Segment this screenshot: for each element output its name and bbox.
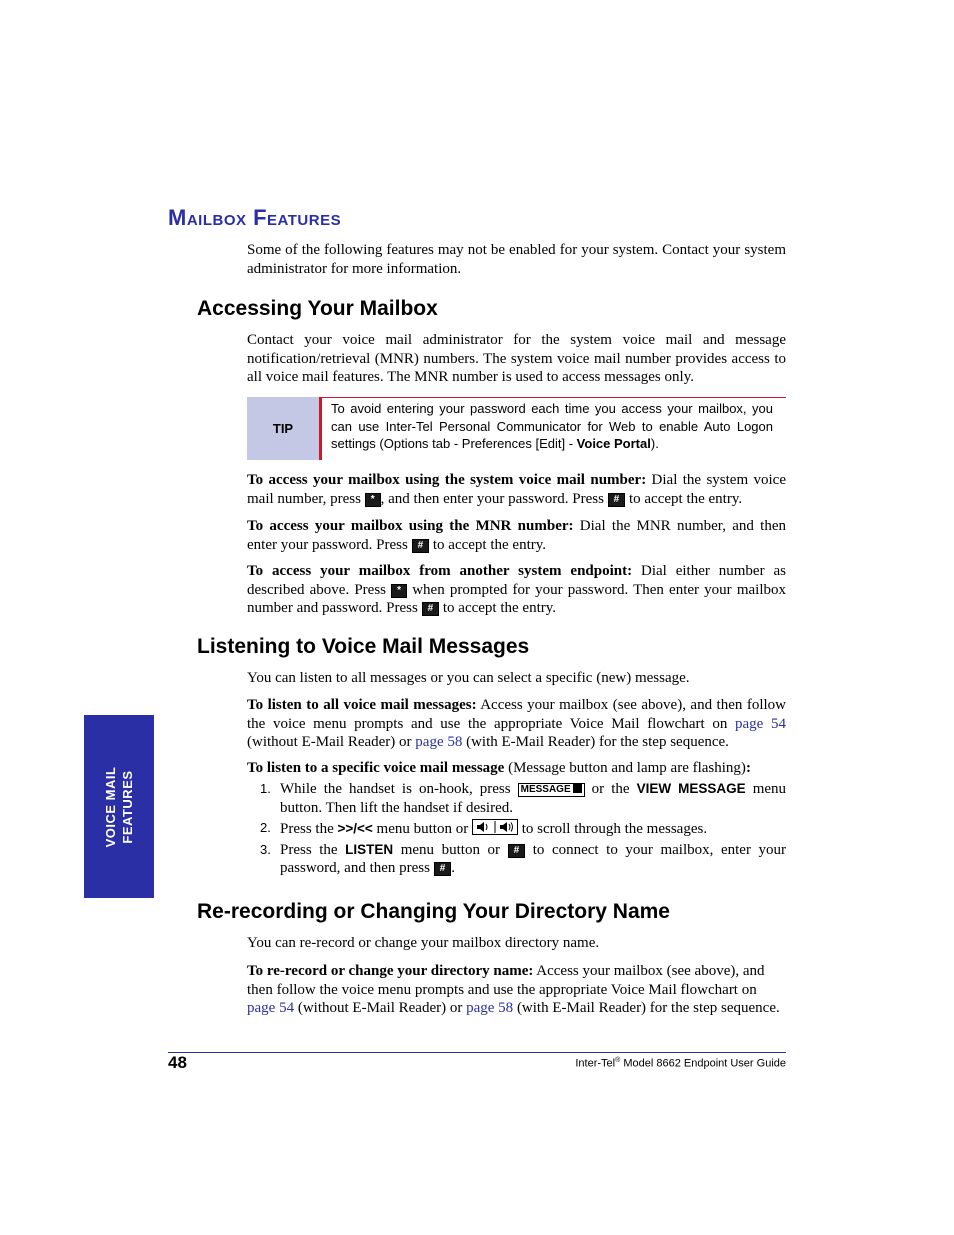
page-58-link[interactable]: page 58 [466, 1000, 514, 1016]
pound-key-icon: # [508, 844, 526, 858]
list-item: 1. While the handset is on-hook, press MESSAGE or the VIEW MESSAGE menu button. Then lift the handset if desired. [260, 781, 787, 816]
section-heading-listening: Listening to Voice Mail Messages [197, 635, 530, 658]
listen-specific-paragraph: To listen to a specific voice mail message (Message button and lamp are flashing): [247, 760, 751, 776]
section-heading-accessing: Accessing Your Mailbox [197, 297, 438, 320]
volume-key-icon [472, 819, 518, 835]
list-item: 3. Press the LISTEN menu button or # to connect to your mailbox, enter your password, and then press # . [260, 841, 786, 876]
page-58-link[interactable]: page 58 [415, 734, 463, 750]
tip-voice-portal: Voice Portal [576, 436, 651, 451]
listen-steps-list [247, 780, 786, 878]
tip-top-rule [322, 397, 786, 398]
access-other-endpoint-paragraph: To access your mailbox from another system endpoint: Dial either number as described above. Press * when prompted for your password. Then enter your mailbox number and password. Press # to accept the entry. [247, 563, 786, 616]
message-lamp-icon [573, 784, 582, 793]
chapter-side-tab [84, 715, 154, 898]
view-message-menu-label: VIEW MESSAGE [636, 781, 746, 796]
pound-key-icon: # [412, 539, 430, 553]
page-54-link[interactable]: page 54 [247, 1000, 295, 1016]
pound-key-icon: # [422, 602, 440, 616]
listen-menu-label: LISTEN [345, 841, 394, 857]
star-key-icon: * [391, 584, 407, 598]
chapter-title: Mailbox Features [168, 205, 342, 230]
pound-key-icon: # [434, 862, 452, 876]
tip-box [247, 397, 786, 460]
tip-divider [319, 397, 322, 460]
access-system-number-paragraph: To access your mailbox using the system voice mail number: Dial the system voice mail number, press * , and then enter your password. Press # to accept the entry. [247, 472, 786, 507]
access-mnr-paragraph: To access your mailbox using the MNR number: Dial the MNR number, and then enter your password. Press # to accept the entry. [247, 518, 786, 553]
footer-rule [168, 1052, 786, 1053]
intro-paragraph: Some of the following features may not be enabled for your system. Contact your system administrator for more information. [247, 242, 786, 277]
scroll-menu-label: >>/<< [337, 821, 373, 836]
list-item: 2. Press the >>/<< menu button or to scroll through the messages. [260, 820, 708, 837]
listen-all-paragraph: To listen to all voice mail messages: Access your mailbox (see above), and then follow the voice menu prompts and use the appropriate Voice Mail flowchart on page 54 (without E-Mail Reader) or page 58 (with E-Mail Reader) for the step sequence. [247, 697, 786, 750]
pound-key-icon: # [608, 493, 626, 507]
accessing-paragraph: Contact your voice mail administrator for the system voice mail and message notification/retrieval (MNR) numbers. The system voice mail number provides access to all voice mail features. The MNR number is used to access messages only. [247, 332, 786, 385]
page-number: 48 [168, 1053, 187, 1072]
section-heading-rerecording: Re-recording or Changing Your Directory Name [197, 900, 670, 923]
rerecording-paragraph: You can re-record or change your mailbox directory name. [247, 935, 600, 951]
star-key-icon: * [365, 493, 381, 507]
side-tab-line-1: VOICE MAIL [103, 766, 118, 847]
tip-text: To avoid entering your password each time you access your mailbox, you can use Inter-Tel Personal Communicator for Web to enable Auto Logon settings (Options tab - Preferences [Edit] - Voice Portal). [331, 401, 773, 451]
footer-guide-title: Inter-Tel® Model 8662 Endpoint User Guide [575, 1057, 786, 1070]
tip-label: TIP [247, 397, 319, 460]
listening-paragraph: You can listen to all messages or you can select a specific (new) message. [247, 670, 690, 686]
page-54-link[interactable]: page 54 [735, 715, 786, 732]
side-tab-line-2: FEATURES [120, 769, 135, 844]
rerecord-paragraph: To re-record or change your directory name: Access your mailbox (see above), and then follow the voice menu prompts and use the appropriate Voice Mail flowchart on page 54 (without E-Mail Reader) or page 58 (with E-Mail Reader) for the step sequence. [247, 963, 780, 1016]
message-key-icon: MESSAGE [518, 783, 585, 797]
